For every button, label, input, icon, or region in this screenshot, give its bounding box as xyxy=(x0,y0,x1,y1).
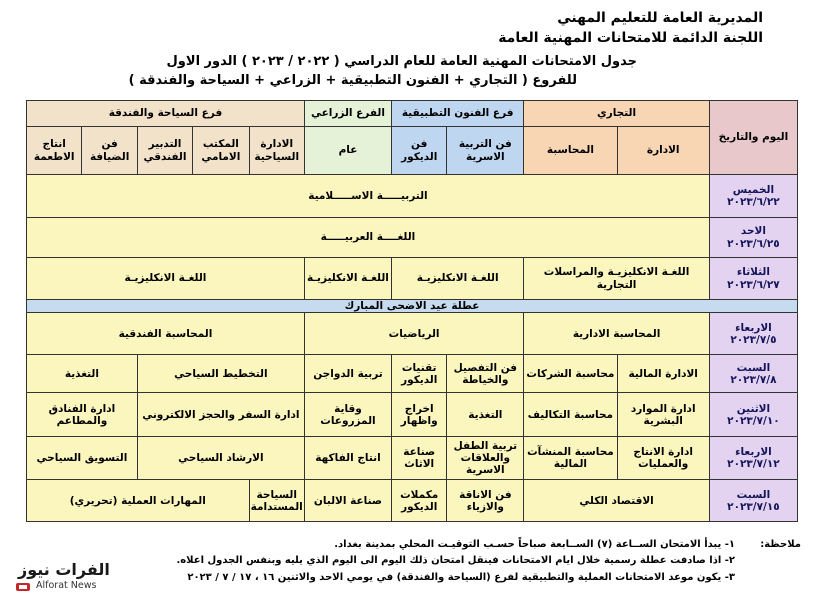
subject-cell: التغذية xyxy=(447,393,524,437)
header-line-1: المديرية العامة للتعليم المهني xyxy=(557,10,763,26)
alforat-news-logo xyxy=(8,560,118,596)
day-cell: الثلاثاء ٢٠٢٣/٦/٢٧ xyxy=(709,258,797,300)
subject-cell: اللغــــة العربيـــــة xyxy=(27,218,710,258)
subject-cell: صناعة الالبان xyxy=(304,480,391,522)
subject-cell: الارشاد السياحي xyxy=(137,437,304,480)
subject-cell: محاسبة التكاليف xyxy=(524,393,617,437)
sub-tadbir: التدبير الفندقي xyxy=(137,127,192,175)
subject-cell: اللغـة الانكليزيـة xyxy=(27,258,305,300)
subject-cell: التربيـــــة الاســـــلامية xyxy=(27,175,710,218)
header-line-4: للفروع ( التجاري + الفنون التطبيقية + الزراعي + السياحة والفندقة ) xyxy=(128,73,577,88)
subject-cell: اللغـة الانكليزيـة والمراسلات التجارية xyxy=(524,258,710,300)
branch-funun: فرع الفنون التطبيقية xyxy=(392,101,524,127)
subject-cell: التسويق السياحي xyxy=(27,437,138,480)
notes-label: ملاحظة: xyxy=(760,539,801,550)
sub-siyahiya: الادارة السياحية xyxy=(249,127,304,175)
subject-cell: الرياضيات xyxy=(304,313,523,355)
day-cell: الخميس ٢٠٢٣/٦/٢٢ xyxy=(709,175,797,218)
subject-cell: الاقتصاد الكلي xyxy=(524,480,710,522)
branch-siyaha: فرع السياحة والفندقة xyxy=(27,101,305,127)
day-cell: الاثنين ٢٠٢٣/٧/١٠ xyxy=(709,393,797,437)
subject-cell: محاسبة المنشآت المالية xyxy=(524,437,617,480)
subject-cell: تربية الطفل والعلاقات الاسرية xyxy=(447,437,524,480)
header-line-3: جدول الامتحانات المهنية العامة للعام الدراسي ( ٢٠٢٢ / ٢٠٢٣ ) الدور الاول xyxy=(166,54,637,69)
day-cell: السبت ٢٠٢٣/٧/١٥ xyxy=(709,480,797,522)
sub-intaj: انتاج الاطعمة xyxy=(27,127,82,175)
subject-cell: وقاية المزروعات xyxy=(304,393,391,437)
logo-arabic-text: الفرات نيوز xyxy=(18,560,110,579)
subject-cell: ادارة الانتاج والعمليات xyxy=(617,437,709,480)
sub-idara: الادارة xyxy=(617,127,709,175)
subject-cell: المحاسبة الفندقية xyxy=(27,313,305,355)
day-cell: الاحد ٢٠٢٣/٦/٢٥ xyxy=(709,218,797,258)
note-2: ٢- اذا صادفت عطلة رسمية خلال ايام الامتحانات فينقل امتحان ذلك اليوم الى اليوم الذي يليه وبنفس الجدول اعلاه. xyxy=(176,555,735,566)
sub-decor: فن الديكور xyxy=(392,127,447,175)
subject-cell: ادارة السفر والحجز الالكتروني xyxy=(137,393,304,437)
sub-aam: عام xyxy=(304,127,391,175)
logo-english-text: Alforat News xyxy=(36,580,97,591)
day-date-header: اليوم والتاريخ xyxy=(709,101,797,175)
subject-cell: المحاسبة الادارية xyxy=(524,313,710,355)
subject-cell: فن الاناقة والازياء xyxy=(447,480,524,522)
note-1: ١- يبدأ الامتحان الســاعة (٧) الســابعة صباحاً حسـب التوقيـت المحلي بمدينة بغداد. xyxy=(334,539,735,550)
sub-maktab: المكتب الامامي xyxy=(193,127,249,175)
sub-tarbiya: فن التربية الاسرية xyxy=(447,127,524,175)
header-line-2: اللجنة الدائمة للامتحانات المهنية العامة xyxy=(498,30,763,46)
subject-cell: السياحة المستدامة xyxy=(249,480,304,522)
subject-cell: انتاج الفاكهة xyxy=(304,437,391,480)
sub-diyafa: فن الضيافة xyxy=(82,127,137,175)
subject-cell: المهارات العملية (تحريري) xyxy=(27,480,250,522)
subject-cell: تربية الدواجن xyxy=(304,355,391,393)
day-cell: الاربعاء ٢٠٢٣/٧/٥ xyxy=(709,313,797,355)
day-cell: الاربعاء ٢٠٢٣/٧/١٢ xyxy=(709,437,797,480)
branch-zirai: الفرع الزراعي xyxy=(304,101,391,127)
subject-cell: تقنيات الديكور xyxy=(392,355,447,393)
subject-cell: مكملات الديكور xyxy=(392,480,447,522)
logo-mark-icon xyxy=(16,580,32,594)
subject-cell: صناعة الاثاث xyxy=(392,437,447,480)
subject-cell: اللغـة الانكليزيـة xyxy=(304,258,391,300)
day-cell: السبت ٢٠٢٣/٧/٨ xyxy=(709,355,797,393)
branch-tijari: التجاري xyxy=(524,101,710,127)
subject-cell: التغذية xyxy=(27,355,138,393)
note-3: ٣- يكون موعد الامتحانات العملية والتطبيقية لفرع (السياحة والفندقة) في يومي الاحد والاثنين ١٦ ، ١٧ / ٧ / ٢٠٢٣ xyxy=(187,572,735,583)
subject-cell: اللغـة الانكليزيـة xyxy=(392,258,524,300)
subject-cell: التخطيط السياحي xyxy=(137,355,304,393)
exam-schedule-table xyxy=(26,100,798,522)
subject-cell: اخراج واظهار xyxy=(392,393,447,437)
subject-cell: ادارة الموارد البشرية xyxy=(617,393,709,437)
sub-muhasaba: المحاسبة xyxy=(524,127,617,175)
subject-cell: محاسبة الشركات xyxy=(524,355,617,393)
subject-cell: الادارة المالية xyxy=(617,355,709,393)
holiday-row: عطلة عيد الاضحى المبارك xyxy=(27,300,798,313)
subject-cell: ادارة الفنادق والمطاعم xyxy=(27,393,138,437)
subject-cell: فن التفصيل والخياطة xyxy=(447,355,524,393)
